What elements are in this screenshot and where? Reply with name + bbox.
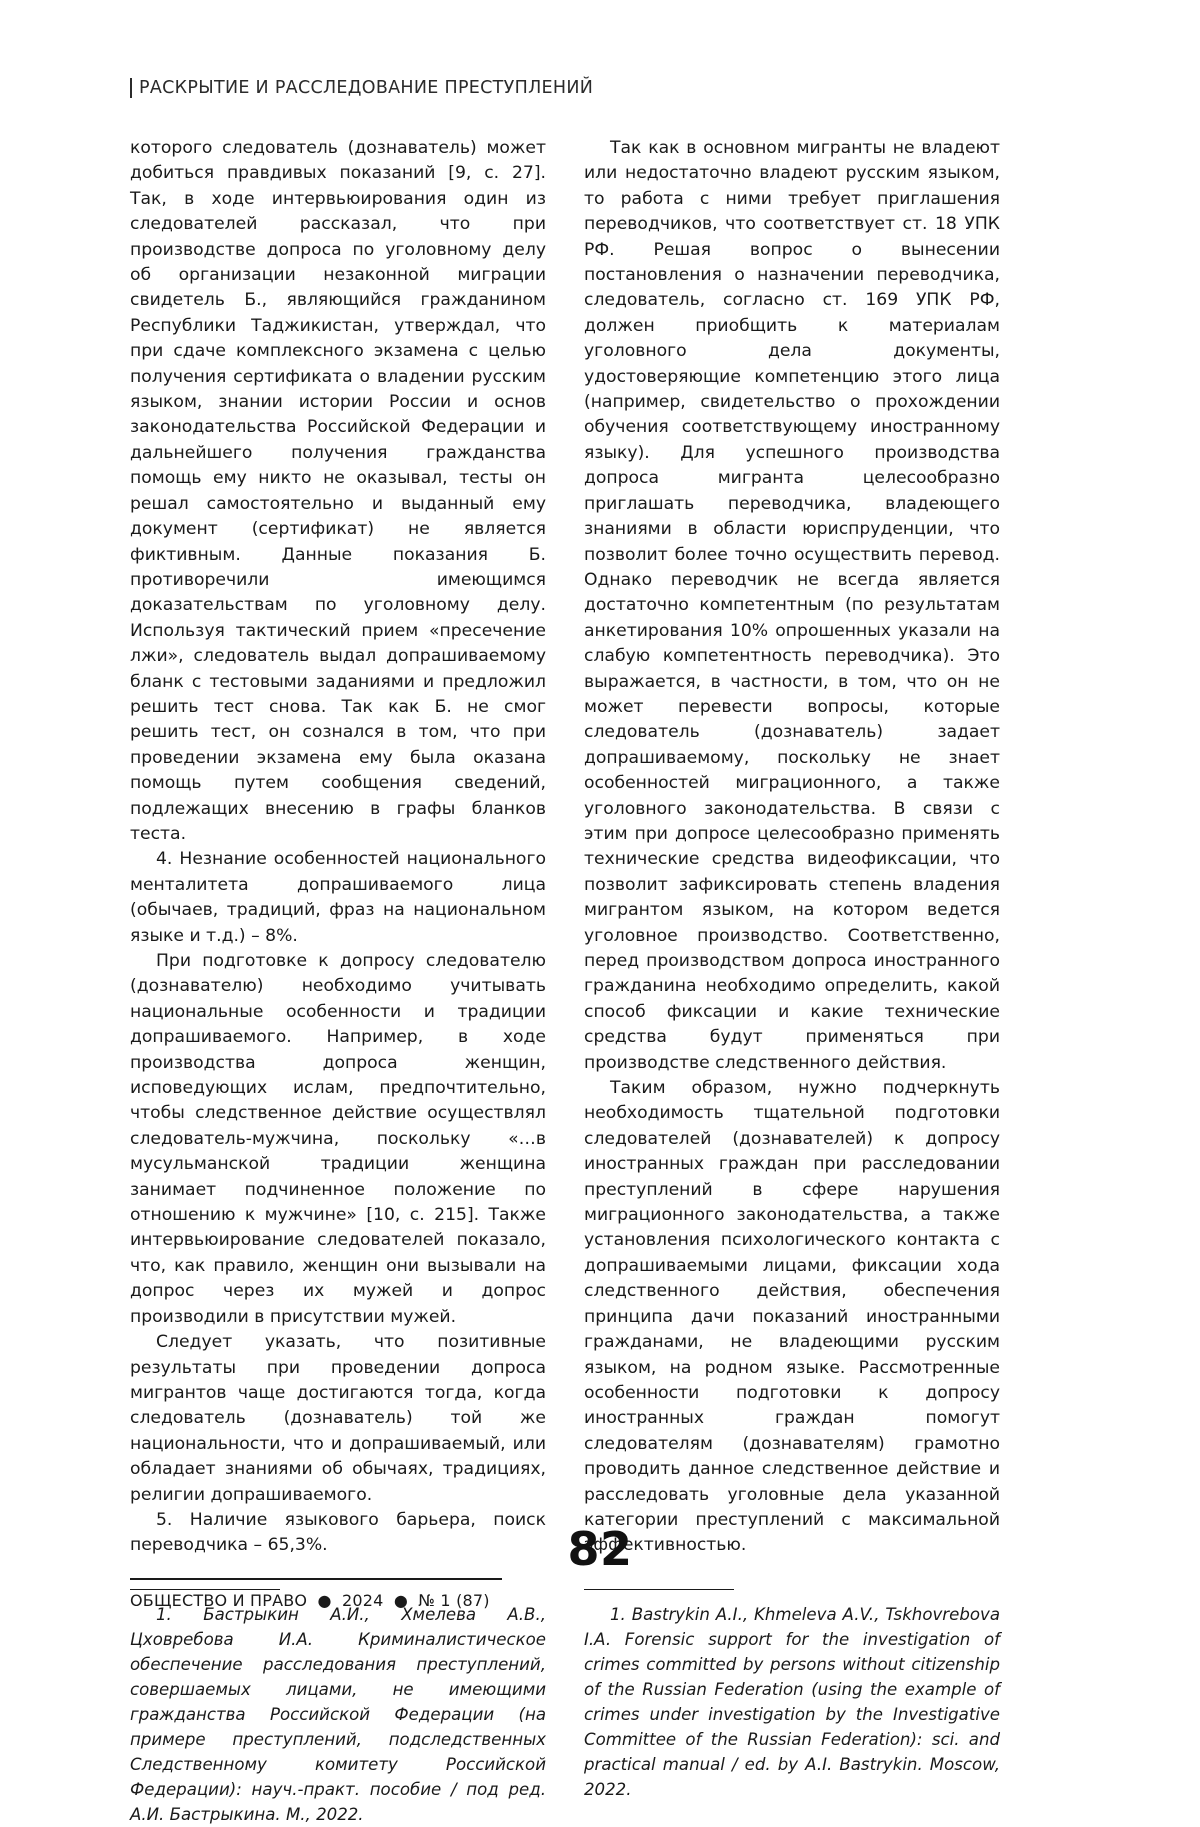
references-en [584,1589,1000,1802]
references-ru [130,1589,546,1827]
footer-divider [130,1578,502,1580]
paragraph: 4. Незнание особенностей национального менталитета допрашиваемого лица (обычаев, традиций, фраз на национальном языке и т.д.) – 8%. [130,849,546,946]
reference-item: 1. Бастрыкин А.И., Хмелева А.В., Цховребова И.А. Криминалистическое обеспечение расследования преступлений, совершаемых лицами, не имеющими гражданства Российской Федерации (на примере преступлений, подследственных Следственному комитету Российской Федерации): науч.-практ. пособие / под ред. А.И. Бастрыкина. М., 2022. [130,1604,546,1824]
footer-issue: № 1 (87) [418,1591,490,1610]
paragraph: 5. Наличие языкового барьера, поиск переводчика – 65,3%. [130,1509,546,1556]
paragraph: При подготовке к допросу следователю (дознавателю) необходимо учитывать национальные особенности и традиции допрашиваемого. Например, в ходе производства допроса женщин, исповедующих ислам, предпочтительно, чтобы следственное действие осуществлял следователь-мужчина, поскольку «…в мусульманской традиции женщина занимает подчиненное положение по отношению к мужчине» [10, с. 215]. Также интервьюирование следователей показало, что, как правило, женщин они вызывали на допрос через их мужей и допрос производили в присутствии мужей. [130,951,546,1327]
paragraph: Следует указать, что позитивные результаты при проведении допроса мигрантов чаще достигаются тогда, когда следователь (дознаватель) той же национальности, что и допрашиваемый, или обладает знаниями об обычаях, традициях, религии допрашиваемого. [130,1332,546,1505]
running-head: РАСКРЫТИЕ И РАССЛЕДОВАНИЕ ПРЕСТУПЛЕНИЙ [130,78,1070,98]
paragraph: которого следователь (дознаватель) может добиться правдивых показаний [9, с. 27]. Так, в ходе интервьюирования один из следователей рассказал, что при производстве допроса по уголовному делу об организации незаконной миграции свидетель Б., являющийся гражданином Республики Таджикистан, утверждал, что при сдаче комплексного экзамена с целью получения сертификата о владении русским языком, знании истории России и основ законодательства Российской Федерации и дальнейшего получения гражданства помощь ему никто не оказывал, тесты он решал самостоятельно и выданный ему документ (сертификат) не является фиктивным. Данные показания Б. противоречили имеющимся доказательствам по уголовному делу. Используя тактический прием «пресечение лжи», следователь выдал допрашиваемому бланк с тестовыми заданиями и предложил решить тест снова. Так как Б. не смог решить тест, он сознался в том, что при проведении экзамена ему была оказана помощь путем сообщения сведений, подлежащих внесению в графы бланков теста. [130,138,546,844]
footer-year: 2024 [342,1591,384,1610]
page-number: 82 [567,1522,633,1576]
footer-citation [130,1591,490,1610]
reference-item: 1. Bastrykin A.I., Khmeleva A.V., Tskhovrebova I.A. Forensic support for the investigation of crimes committed by persons without citizenship of the Russian Federation (using the example of crimes under investigation by the Investigative Committee of the Russian Federation): sci. and practical manual / ed. by A.I. Bastrykin. Moscow, 2022. [584,1604,1000,1799]
paragraph: Таким образом, нужно подчеркнуть необходимость тщательной подготовки следователей (дознавателей) к допросу иностранных граждан при расследовании преступлений в сфере нарушения миграционного законодательства, а также установления психологического контакта с допрашиваемыми лицами, фиксации хода следственного действия, обеспечения принципа дачи показаний иностранными гражданами, не владеющими русским языком, на родном языке. Рассмотренные особенности подготовки к допросу иностранных граждан помогут следователям (дознавателям) грамотно проводить данное следственное действие и расследовать уголовные дела указанной категории преступлений с максимальной эффективностью. [584,1078,1000,1556]
paragraph: Так как в основном мигранты не владеют или недостаточно владеют русским языком, то работа с ними требует приглашения переводчиков, что соответствует ст. 18 УПК РФ. Решая вопрос о вынесении постановления о назначении переводчика, следователь, согласно ст. 169 УПК РФ, должен приобщить к материалам уголовного дела документы, удостоверяющие компетенцию этого лица (например, свидетельство о прохождении обучения соответствующему иностранному языку). Для успешного производства допроса мигранта целесообразно приглашать переводчика, владеющего знаниями в области юриспруденции, что позволит более точно осуществить перевод. Однако переводчик не всегда является достаточно компетентным (по результатам анкетирования 10% опрошенных указали на слабую компетентность переводчика). Это выражается, в частности, в том, что он не может перевести вопросы, которые следователь (дознаватель) задает допрашиваемому, поскольку не знает особенностей миграционного, а также уголовного законодательства. В связи с этим при допросе целесообразно применять технические средства видеофиксации, что позволит зафиксировать степень владения мигрантом языком, на котором ведется уголовное производство. Соответственно, перед производством допроса иностранного гражданина необходимо определить, какой способ фиксации и какие технические средства будут применяться при производстве следственного действия. [584,138,1000,1073]
journal-title: ОБЩЕСТВО И ПРАВО [130,1591,308,1610]
separator-dot: ● [317,1591,332,1610]
separator-dot: ● [393,1591,408,1610]
